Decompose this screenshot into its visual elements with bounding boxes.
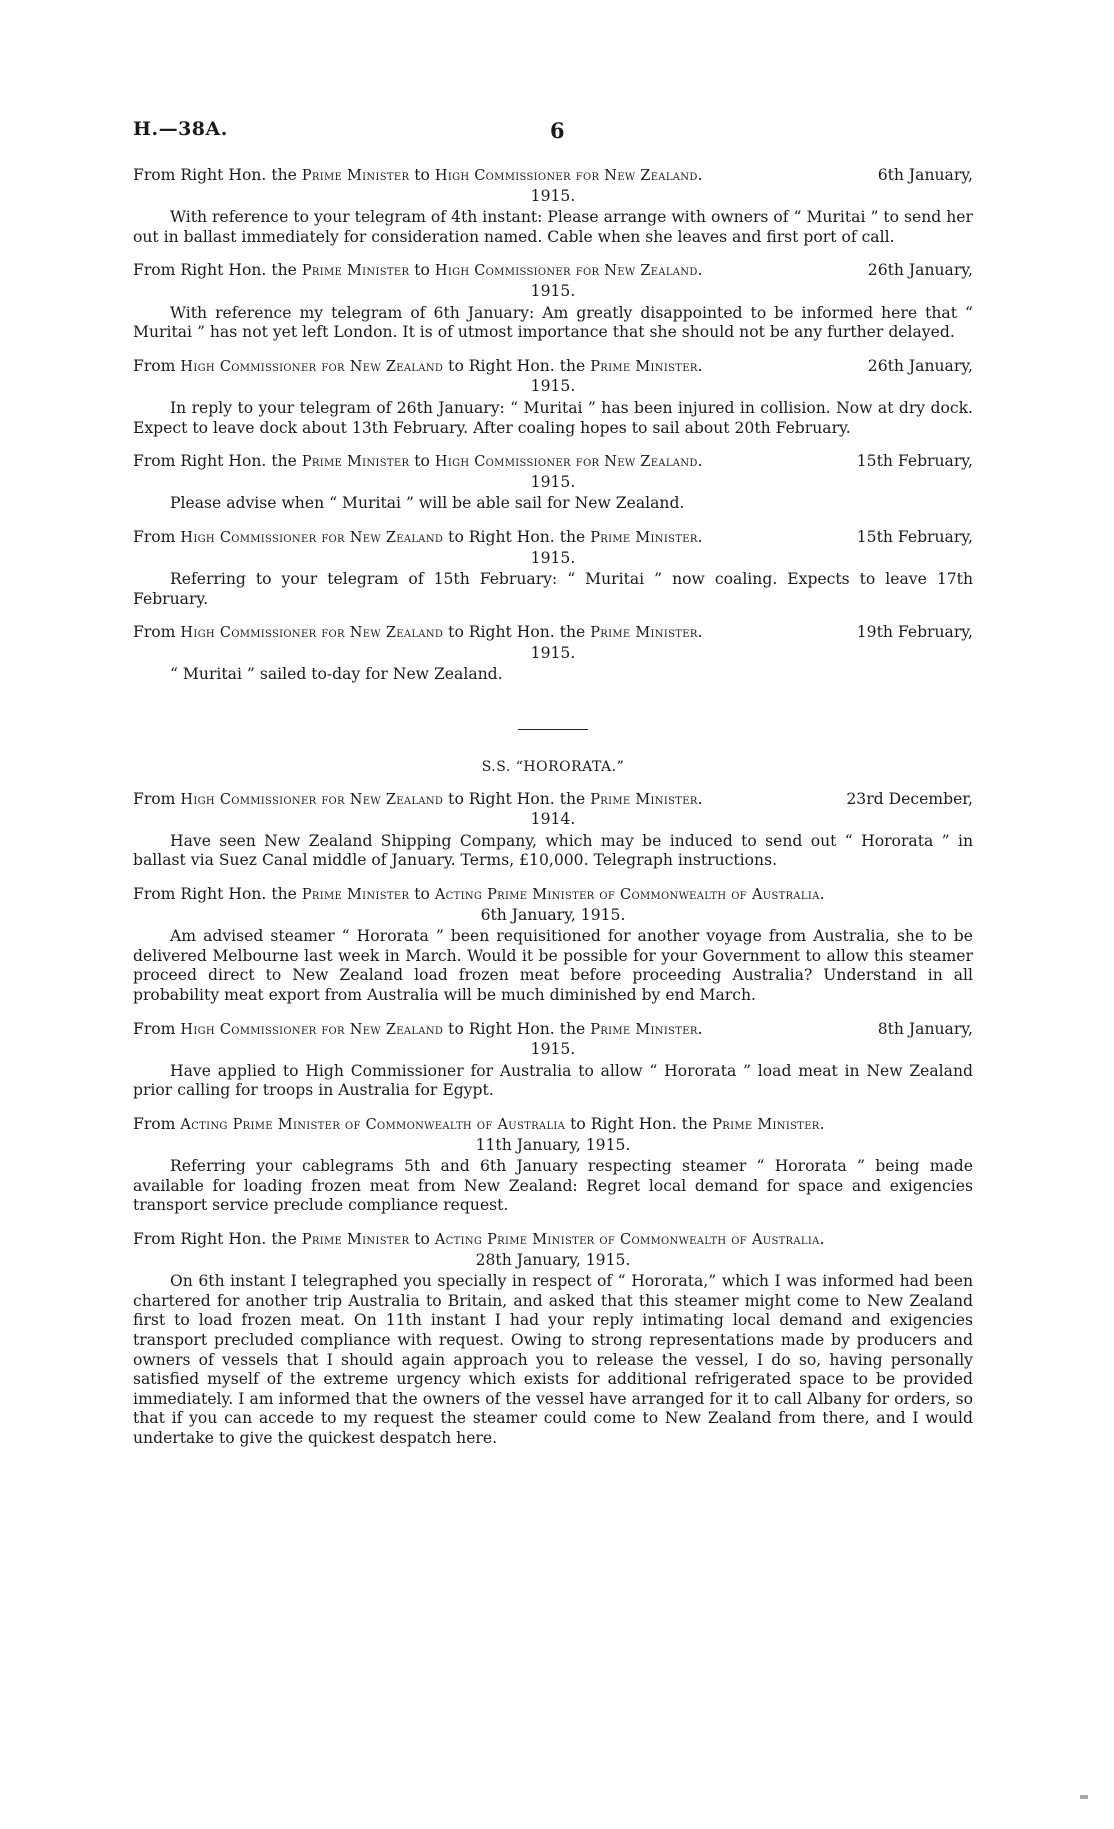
telegram-entry xyxy=(133,1230,973,1449)
telegram-header: From High Commissioner for New Zealand to Right Hon. the Prime Minister. 19th February, xyxy=(133,623,973,642)
telegram-body: Have applied to High Commissioner for Australia to allow “ Hororata ” load meat in New Zealand prior calling for troops in Australia for Egypt. xyxy=(133,1061,973,1100)
telegram-header: From High Commissioner for New Zealand to Right Hon. the Prime Minister. 15th February, xyxy=(133,527,973,546)
telegram-date: 8th January, xyxy=(877,1019,973,1038)
telegram-header: From Right Hon. the Prime Minister to High Commissioner for New Zealand. 26th January, xyxy=(133,261,973,280)
telegram-year: 1915. xyxy=(530,281,576,300)
telegram-entry xyxy=(133,452,973,514)
document-body xyxy=(133,166,973,1462)
telegram-year: 1915. xyxy=(530,377,576,396)
telegram-body: Please advise when “ Muritai ” will be able sail for New Zealand. xyxy=(170,494,685,513)
telegram-body: Have seen New Zealand Shipping Company, which may be induced to send out “ Hororata ” in ballast via Suez Canal middle of January. Terms, £10,000. Telegraph instructions. xyxy=(133,831,973,870)
telegram-date: 26th January, xyxy=(867,261,973,280)
telegram-entry xyxy=(133,528,973,609)
telegram-entry xyxy=(133,623,973,685)
telegram-body: Referring to your telegram of 15th February: “ Muritai ” now coaling. Expects to leave 17th February. xyxy=(133,570,973,608)
telegram-entry xyxy=(133,357,973,438)
scan-mark xyxy=(1080,1795,1088,1799)
telegram-year: 1915. xyxy=(530,643,576,662)
telegram-header: From Right Hon. the Prime Minister to High Commissioner for New Zealand. 15th February, xyxy=(133,452,973,471)
telegram-date: 15th February, xyxy=(856,452,973,471)
telegram-body: “ Muritai ” sailed to-day for New Zealand. xyxy=(170,665,503,684)
telegram-entry xyxy=(133,1020,973,1101)
telegram-year: 1915. xyxy=(530,1040,576,1059)
telegram-date: 15th February, xyxy=(856,527,973,546)
telegram-header: From High Commissioner for New Zealand to Right Hon. the Prime Minister. 23rd December, xyxy=(133,789,973,808)
telegram-year: 1915. xyxy=(530,186,576,205)
telegram-header: From High Commissioner for New Zealand to Right Hon. the Prime Minister. 8th January, xyxy=(133,1019,973,1038)
telegram-header: From Right Hon. the Prime Minister to Acting Prime Minister of Commonwealth of Australia. xyxy=(133,885,825,904)
telegram-date: 26th January, xyxy=(867,356,973,375)
telegram-entry xyxy=(133,1115,973,1216)
telegram-header: From Right Hon. the Prime Minister to High Commissioner for New Zealand. 6th January, xyxy=(133,166,973,184)
telegram-body: In reply to your telegram of 26th January: “ Muritai ” has been injured in collision. Now at dry dock. Expect to leave dock about 13th February. After coaling hopes to sail about 20th February. xyxy=(133,398,973,437)
telegram-year: 1915. xyxy=(530,472,576,491)
telegram-body: Referring your cablegrams 5th and 6th January respecting steamer “ Hororata ” being made available for loading frozen meat from New Zealand: Regret local demand for space and exigencies transport service preclude compliance request. xyxy=(133,1157,973,1215)
telegram-body: With reference to your telegram of 4th instant: Please arrange with owners of “ Muritai ” to send her out in ballast immediately for consideration named. Cable when she leaves and first port of call. xyxy=(133,208,973,246)
telegram-entry xyxy=(133,790,973,871)
telegram-year: 11th January, 1915. xyxy=(475,1135,631,1154)
telegram-header: From High Commissioner for New Zealand to Right Hon. the Prime Minister. 26th January, xyxy=(133,356,973,375)
section-divider xyxy=(518,729,588,730)
telegram-body: On 6th instant I telegraphed you specially in respect of “ Hororata,” which I was informed had been chartered for another trip Australia to Britain, and asked that this steamer might come to New Zealand first to load frozen meat. On 11th instant I had your reply intimating local demand and exigencies transport precluded compliance with request. Owing to strong representations made by producers and owners of vessels that I should again approach you to release the vessel, I do so, having personally satisfied myself of the extreme urgency which exists for additional refrigerated space to be provided immediately. I am informed that the owners of the vessel have arranged for it to call Albany for orders, so that if you can accede to my request the steamer could come to New Zealand from there, and I would undertake to give the quickest despatch here. xyxy=(133,1272,973,1447)
page-header xyxy=(133,118,981,148)
telegram-header: From Acting Prime Minister of Commonwealth of Australia to Right Hon. the Prime Minister. xyxy=(133,1114,825,1133)
telegram-entry xyxy=(133,166,973,247)
telegram-entry xyxy=(133,261,973,342)
telegram-date: 23rd December, xyxy=(846,789,973,808)
telegram-date: 19th February, xyxy=(856,623,973,642)
telegram-year: 1914. xyxy=(530,810,576,829)
telegram-body: With reference my telegram of 6th January: Am greatly disappointed to be informed here that “ Muritai ” has not yet left London. It is of utmost importance that she should not be any further delayed. xyxy=(133,303,973,342)
section-heading: S.S. “HORORATA.” xyxy=(481,759,625,776)
telegram-date: 6th January, xyxy=(877,166,973,184)
telegram-body: Am advised steamer “ Hororata ” been requisitioned for another voyage from Australia, she to be delivered Melbourne last week in March. Would it be possible for your Government to allow this steamer proceed direct to New Zealand load frozen meat before proceeding Australia? Understand in all probability meat export from Australia will be much diminished by end March. xyxy=(133,927,973,1004)
telegram-entry xyxy=(133,885,973,1006)
telegram-year: 6th January, 1915. xyxy=(480,905,626,924)
telegram-year: 1915. xyxy=(530,548,576,567)
document-reference: H.—38A. xyxy=(133,118,228,140)
telegram-year: 28th January, 1915. xyxy=(475,1250,631,1269)
telegram-header: From Right Hon. the Prime Minister to Acting Prime Minister of Commonwealth of Australia. xyxy=(133,1229,825,1248)
page-number: 6 xyxy=(550,118,565,143)
